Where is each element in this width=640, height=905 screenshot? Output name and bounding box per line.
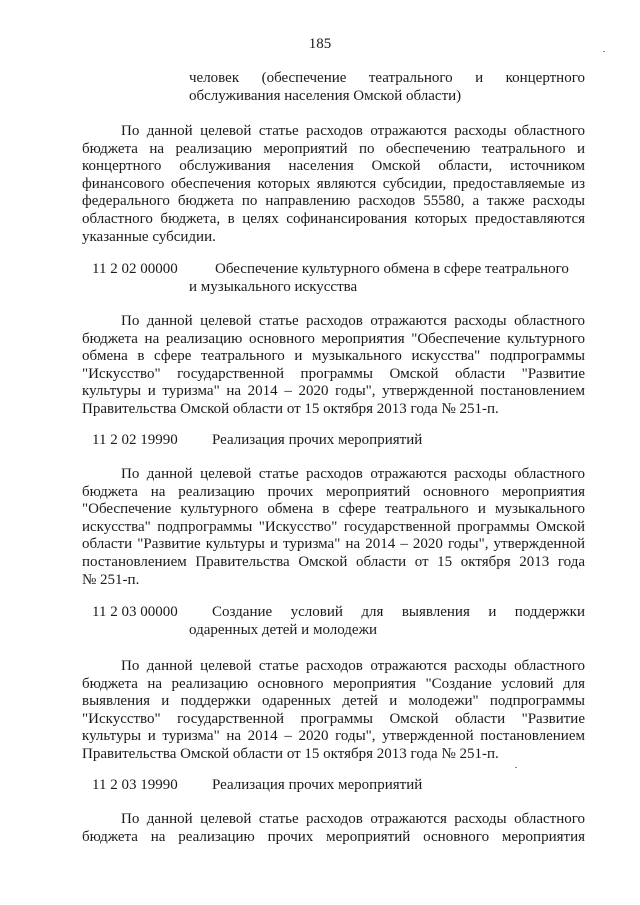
paragraph-3 <box>82 466 585 589</box>
paragraph-5 <box>82 811 585 846</box>
text-line: концертного обслуживания населения Омской области, источником <box>82 158 585 175</box>
text-line: "Обеспечение культурного обмена в сфере театрального и музыкального <box>82 501 585 518</box>
text-line: По данной целевой статье расходов отражаются расходы областного <box>121 466 585 482</box>
section-code: 11 2 02 00000 <box>92 261 178 277</box>
section-title <box>189 261 585 296</box>
text-line: обмена в сфере театрального и музыкального искусства" подпрограммы <box>82 348 585 365</box>
text-line: Создание условий для выявления и поддержки <box>212 604 585 620</box>
text-line: культуры и туризма" на 2014 – 2020 годы", утвержденной постановлением <box>82 383 585 400</box>
text-line: финансового обеспечения которых являются субсидии, предоставляемые из <box>82 175 585 192</box>
text-line: обслуживания населения Омской области) <box>189 87 462 104</box>
text-line: человек (обеспечение театрального и концертного <box>189 70 585 86</box>
text-line: бюджета на реализацию основного мероприятия "Обеспечение культурного <box>82 330 585 347</box>
section-code: 11 2 02 19990 <box>92 432 178 448</box>
text-line: выявления и поддержки одаренных детей и молодежи" подпрограммы <box>82 693 585 710</box>
text-line: постановлением Правительства Омской области от 15 октября 2013 года <box>82 553 585 570</box>
paragraph-1 <box>82 123 585 246</box>
text-line: По данной целевой статье расходов отражаются расходы областного <box>121 658 585 674</box>
text-line: одаренных детей и молодежи <box>189 621 377 638</box>
paragraph-4 <box>82 658 585 764</box>
scan-speck <box>515 767 517 768</box>
text-line: указанные субсидии. <box>82 228 216 245</box>
text-line: и музыкального искусства <box>189 278 358 295</box>
intro-text <box>189 70 585 105</box>
text-line: Обеспечение культурного обмена в сфере театрального <box>215 261 569 277</box>
section-title <box>212 432 585 450</box>
scan-speck <box>603 51 605 52</box>
text-line: "Искусство" государственной программы Омской области "Развитие <box>82 365 585 382</box>
text-line: бюджета на реализацию прочих мероприятий основного мероприятия <box>82 828 585 845</box>
section-code: 11 2 03 00000 <box>92 604 178 620</box>
text-line: Правительства Омской области от 15 октября 2013 года № 251-п. <box>82 400 499 417</box>
text-line: бюджета на реализацию прочих мероприятий основного мероприятия <box>82 483 585 500</box>
text-line: "Искусство" государственной программы Омской области "Развитие <box>82 710 585 727</box>
text-line: По данной целевой статье расходов отражаются расходы областного <box>121 123 585 139</box>
text-line: бюджета на реализацию мероприятий по обеспечению театрального и <box>82 140 585 157</box>
text-line: По данной целевой статье расходов отражаются расходы областного <box>121 313 585 329</box>
text-line: культуры и туризма" на 2014 – 2020 годы", утвержденной постановлением <box>82 728 585 745</box>
section-title <box>212 777 585 795</box>
section-code: 11 2 03 19990 <box>92 777 178 793</box>
text-line: Правительства Омской области от 15 октября 2013 года № 251-п. <box>82 745 499 762</box>
paragraph-2 <box>82 313 585 419</box>
text-line: № 251-п. <box>82 571 140 588</box>
text-line: Реализация прочих мероприятий <box>212 432 423 448</box>
text-line: бюджета на реализацию основного мероприятия "Создание условий для <box>82 675 585 692</box>
text-line: федерального бюджета по направлению расходов 55580, а также расходы <box>82 193 585 210</box>
page-number: 185 <box>308 36 332 52</box>
text-line: областного бюджета, в целях софинансирования которых предоставляются <box>82 210 585 227</box>
section-title <box>189 604 585 639</box>
text-line: Реализация прочих мероприятий <box>212 777 423 793</box>
text-line: По данной целевой статье расходов отражаются расходы областного <box>121 811 585 827</box>
text-line: искусства" подпрограммы "Искусство" государственной программы Омской <box>82 518 585 535</box>
text-line: области "Развитие культуры и туризма" на 2014 – 2020 годы", утвержденной <box>82 536 585 553</box>
